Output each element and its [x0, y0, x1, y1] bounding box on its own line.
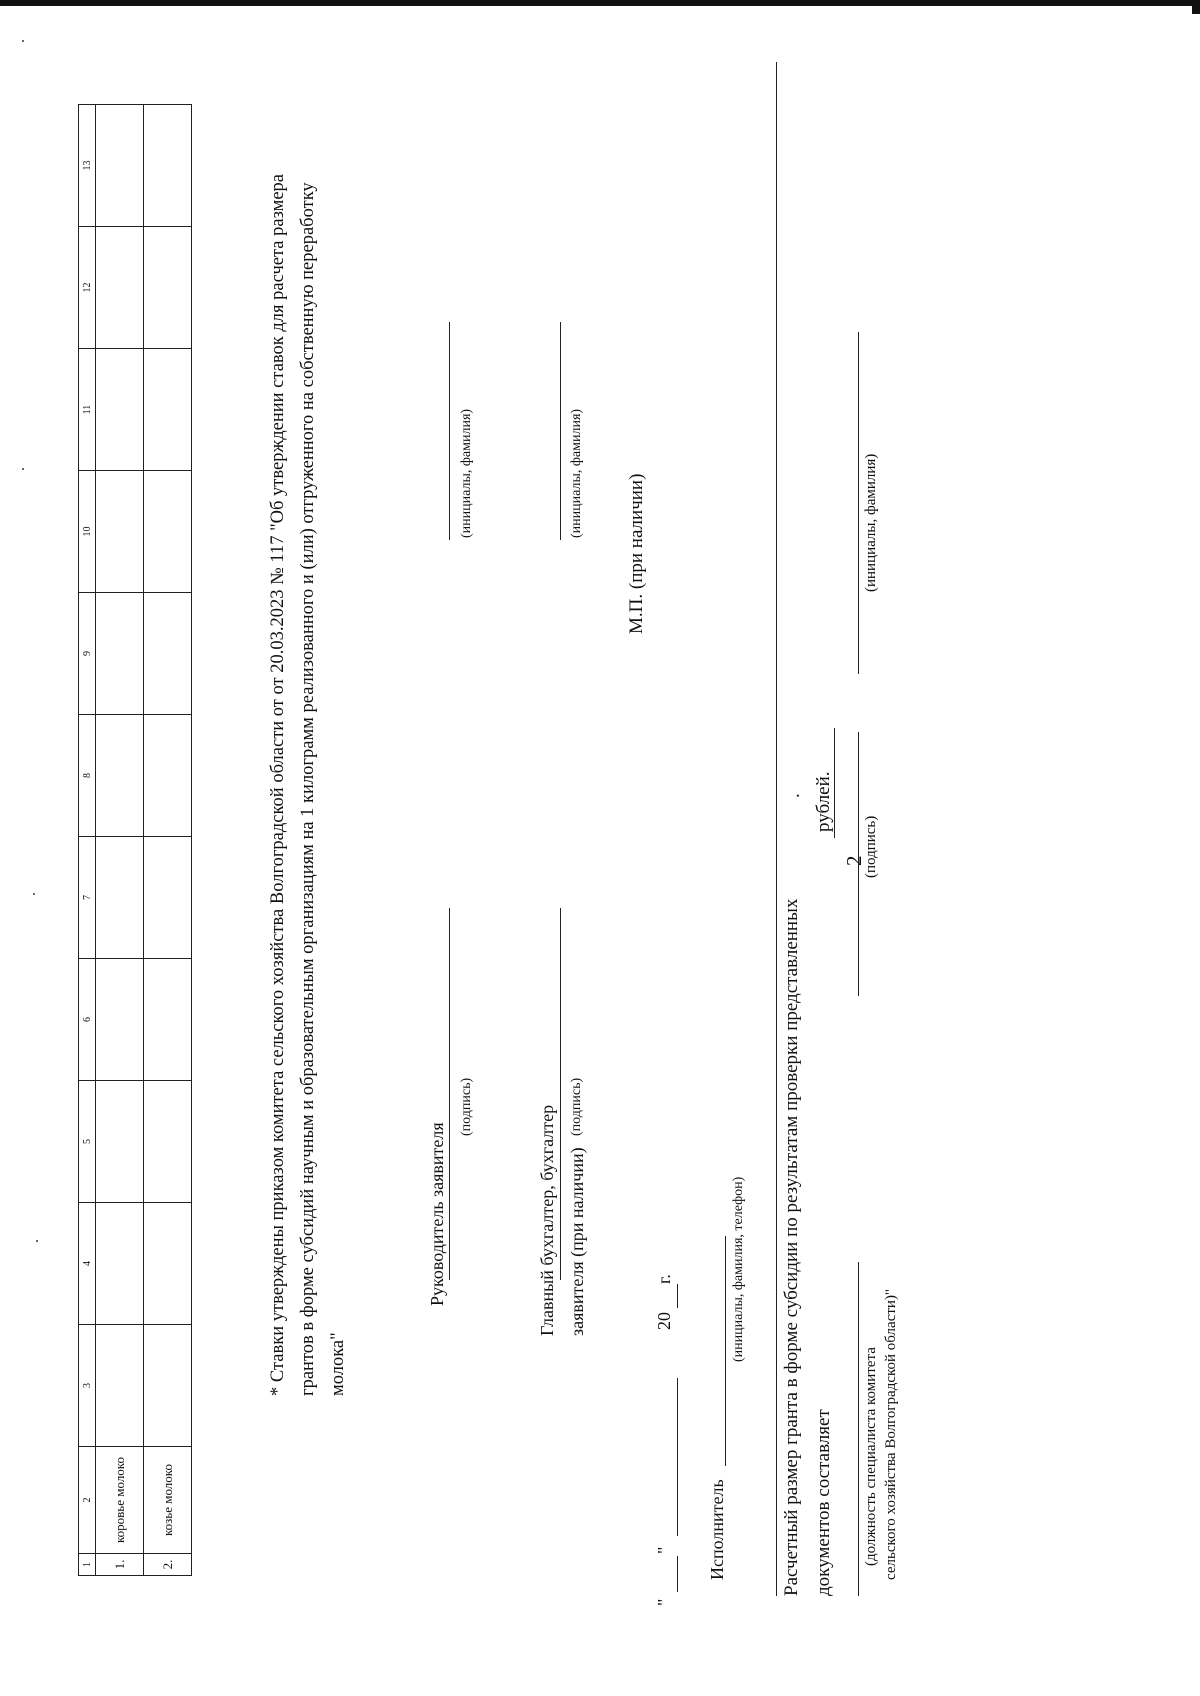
empty-cell — [96, 1325, 144, 1447]
table-header-cell: 12 — [79, 227, 96, 349]
empty-cell — [144, 471, 192, 593]
empty-cell — [96, 227, 144, 349]
empty-cell — [144, 959, 192, 1081]
row-number-cell: 2. — [144, 1554, 192, 1576]
empty-cell — [144, 593, 192, 715]
executor-line — [725, 1236, 726, 1466]
head-sign-caption: (подпись) — [459, 1077, 474, 1136]
empty-cell — [144, 349, 192, 471]
table-header-cell: 4 — [79, 1203, 96, 1325]
position-caption-1: (должность специалиста комитета — [863, 1347, 879, 1566]
empty-cell — [96, 349, 144, 471]
section-divider — [776, 62, 777, 1596]
empty-cell — [96, 715, 144, 837]
verification-line-2: документов составляет — [813, 1409, 834, 1596]
table-header-cell: 13 — [79, 105, 96, 227]
empty-cell — [96, 837, 144, 959]
head-label: Руководитель заявителя — [427, 1122, 447, 1306]
page-number: 2 — [842, 855, 866, 866]
date-quote-close: " — [654, 1546, 674, 1554]
date-year-line — [677, 1284, 678, 1308]
head-name-caption: (инициалы, фамилия) — [459, 408, 474, 538]
table-row — [96, 105, 144, 1576]
seal-note: М.П. (при наличии) — [626, 473, 647, 634]
empty-cell — [144, 227, 192, 349]
table-header-cell: 5 — [79, 1081, 96, 1203]
verification-sign-line — [858, 732, 859, 996]
empty-cell — [144, 837, 192, 959]
table-header-cell: 8 — [79, 715, 96, 837]
date-month-line — [677, 1378, 678, 1536]
executor-label: Исполнитель — [707, 1479, 727, 1580]
stray-dot: . — [783, 793, 804, 798]
verification-name-line — [858, 332, 859, 674]
empty-cell — [144, 1325, 192, 1447]
accountant-name-line — [560, 322, 561, 540]
empty-cell — [96, 471, 144, 593]
verification-sign-caption: (подпись) — [863, 815, 879, 878]
executor-caption: (инициалы, фамилия, телефон) — [731, 1176, 746, 1362]
table-header-cell: 1 — [79, 1554, 96, 1576]
accountant-label-2: заявителя (при наличии) — [567, 1147, 587, 1336]
table-header-row — [79, 105, 96, 1576]
accountant-sign-caption: (подпись) — [569, 1077, 584, 1136]
verification-name-caption: (инициалы, фамилия) — [863, 453, 879, 592]
product-name-cell: козье молоко — [144, 1447, 192, 1554]
head-name-line — [449, 322, 450, 540]
position-caption-2: сельского хозяйства Волгоградской области)" — [883, 1288, 899, 1580]
empty-cell — [144, 715, 192, 837]
product-name-cell: коровье молоко — [96, 1447, 144, 1554]
accountant-label-1: Главный бухгалтер, бухгалтер — [537, 1104, 557, 1336]
accountant-name-caption: (инициалы, фамилия) — [569, 408, 584, 538]
table-row — [144, 105, 192, 1576]
footnote-line-1: * Ставки утверждены приказом комитета сельского хозяйства Волгоградской области от от 20.03.2023 № 117 "Об утверждении ставок для расчета размера — [268, 173, 288, 1396]
accountant-sign-line — [560, 908, 561, 1280]
table-header-cell: 2 — [79, 1447, 96, 1554]
date-day-line — [677, 1556, 678, 1592]
currency-label: рублей. — [813, 771, 834, 832]
date-quote-open: " — [654, 1598, 674, 1606]
table-header-cell: 3 — [79, 1325, 96, 1447]
date-year-prefix: 20 — [654, 1312, 674, 1330]
table-header-cell: 11 — [79, 349, 96, 471]
empty-cell — [144, 1203, 192, 1325]
empty-cell — [96, 959, 144, 1081]
empty-cell — [144, 1081, 192, 1203]
footnote-line-3: молока" — [328, 1332, 348, 1396]
data-table — [78, 104, 192, 1576]
table-header-cell: 7 — [79, 837, 96, 959]
empty-cell — [96, 105, 144, 227]
empty-cell — [96, 1203, 144, 1325]
head-sign-line — [449, 908, 450, 1280]
date-year-suffix: г. — [654, 1274, 674, 1284]
footnote-line-2: грантов в форме субсидий научным и образовательным организациям на 1 килограмм реализованного и (или) отгруженного на собственную переработку — [298, 182, 318, 1396]
empty-cell — [96, 1081, 144, 1203]
table-header-cell: 6 — [79, 959, 96, 1081]
row-number-cell: 1. — [96, 1554, 144, 1576]
empty-cell — [96, 593, 144, 715]
empty-cell — [144, 105, 192, 227]
position-line — [858, 1262, 859, 1596]
table-header-cell: 10 — [79, 471, 96, 593]
verification-line-1: Расчетный размер гранта в форме субсидии по результатам проверки представленных — [781, 898, 802, 1596]
table-header-cell: 9 — [79, 593, 96, 715]
